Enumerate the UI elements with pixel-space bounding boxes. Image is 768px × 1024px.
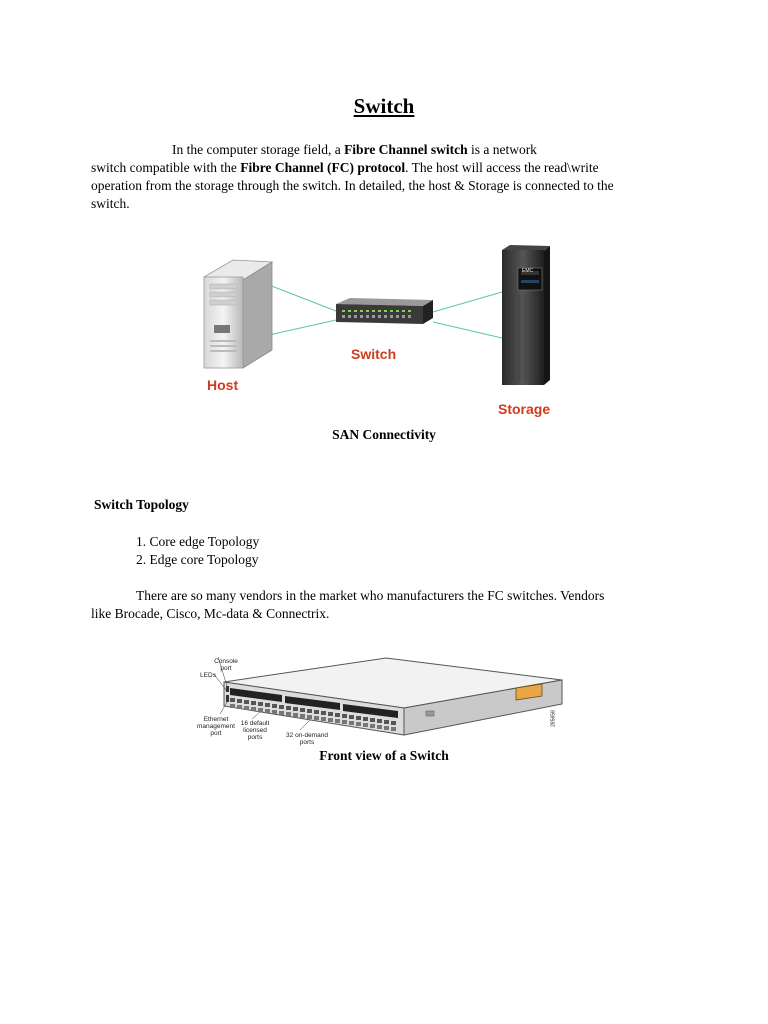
figure1-caption: SAN Connectivity <box>332 427 436 442</box>
switch-label: Switch <box>351 346 397 362</box>
switch-front-figure <box>190 640 570 750</box>
serial-label: 285658 <box>550 710 557 727</box>
intro-text: In the computer storage field, a <box>172 142 345 157</box>
intro-line-3: operation from the storage through the switch. In detailed, the host & Storage is connected to the <box>91 178 614 193</box>
host-label: Host <box>207 377 239 393</box>
intro-line-1 <box>91 141 681 159</box>
vendors-line-1 <box>91 587 691 605</box>
list-item: 1. Core edge Topology <box>136 534 260 549</box>
network-switch-icon <box>336 298 433 324</box>
intro-text: switch compatible with the <box>91 160 241 175</box>
intro-line-2 <box>91 159 681 177</box>
intro-bold-term: Fibre Channel switch <box>344 142 468 157</box>
list-item: 2. Edge core Topology <box>136 552 259 567</box>
vendors-text: There are so many vendors in the market who manufacturers the FC switches. Vendors <box>136 588 605 603</box>
link-line <box>269 285 336 311</box>
storage-brand-label: EMC <box>522 268 534 274</box>
storage-label: Storage <box>498 401 551 417</box>
section-heading-topology: Switch Topology <box>94 497 189 512</box>
host-server-icon <box>204 260 272 368</box>
leds-label: LEDs <box>200 672 216 679</box>
default-ports-label: 16 default licensed ports <box>240 720 270 741</box>
storage-array-icon <box>502 245 550 385</box>
page-title: Switch <box>353 94 415 118</box>
figure2-caption: Front view of a Switch <box>319 748 449 763</box>
link-line <box>433 322 502 338</box>
san-diagram <box>180 240 580 425</box>
intro-bold-term: Fibre Channel (FC) protocol <box>240 160 406 175</box>
console-port-label: Console port <box>214 658 238 672</box>
link-line <box>269 320 336 335</box>
san-connectivity-figure <box>180 240 580 425</box>
ethernet-port-label: Ethernet management port <box>197 716 235 737</box>
intro-text: . The host will access the read\write <box>405 160 599 175</box>
vendors-line-2: like Brocade, Cisco, Mc-data & Connectrix. <box>91 606 330 621</box>
ondemand-ports-label: 32 on-demand ports <box>286 732 328 746</box>
link-line <box>433 292 502 312</box>
intro-text: is a network <box>467 142 537 157</box>
intro-line-4: switch. <box>91 196 130 211</box>
